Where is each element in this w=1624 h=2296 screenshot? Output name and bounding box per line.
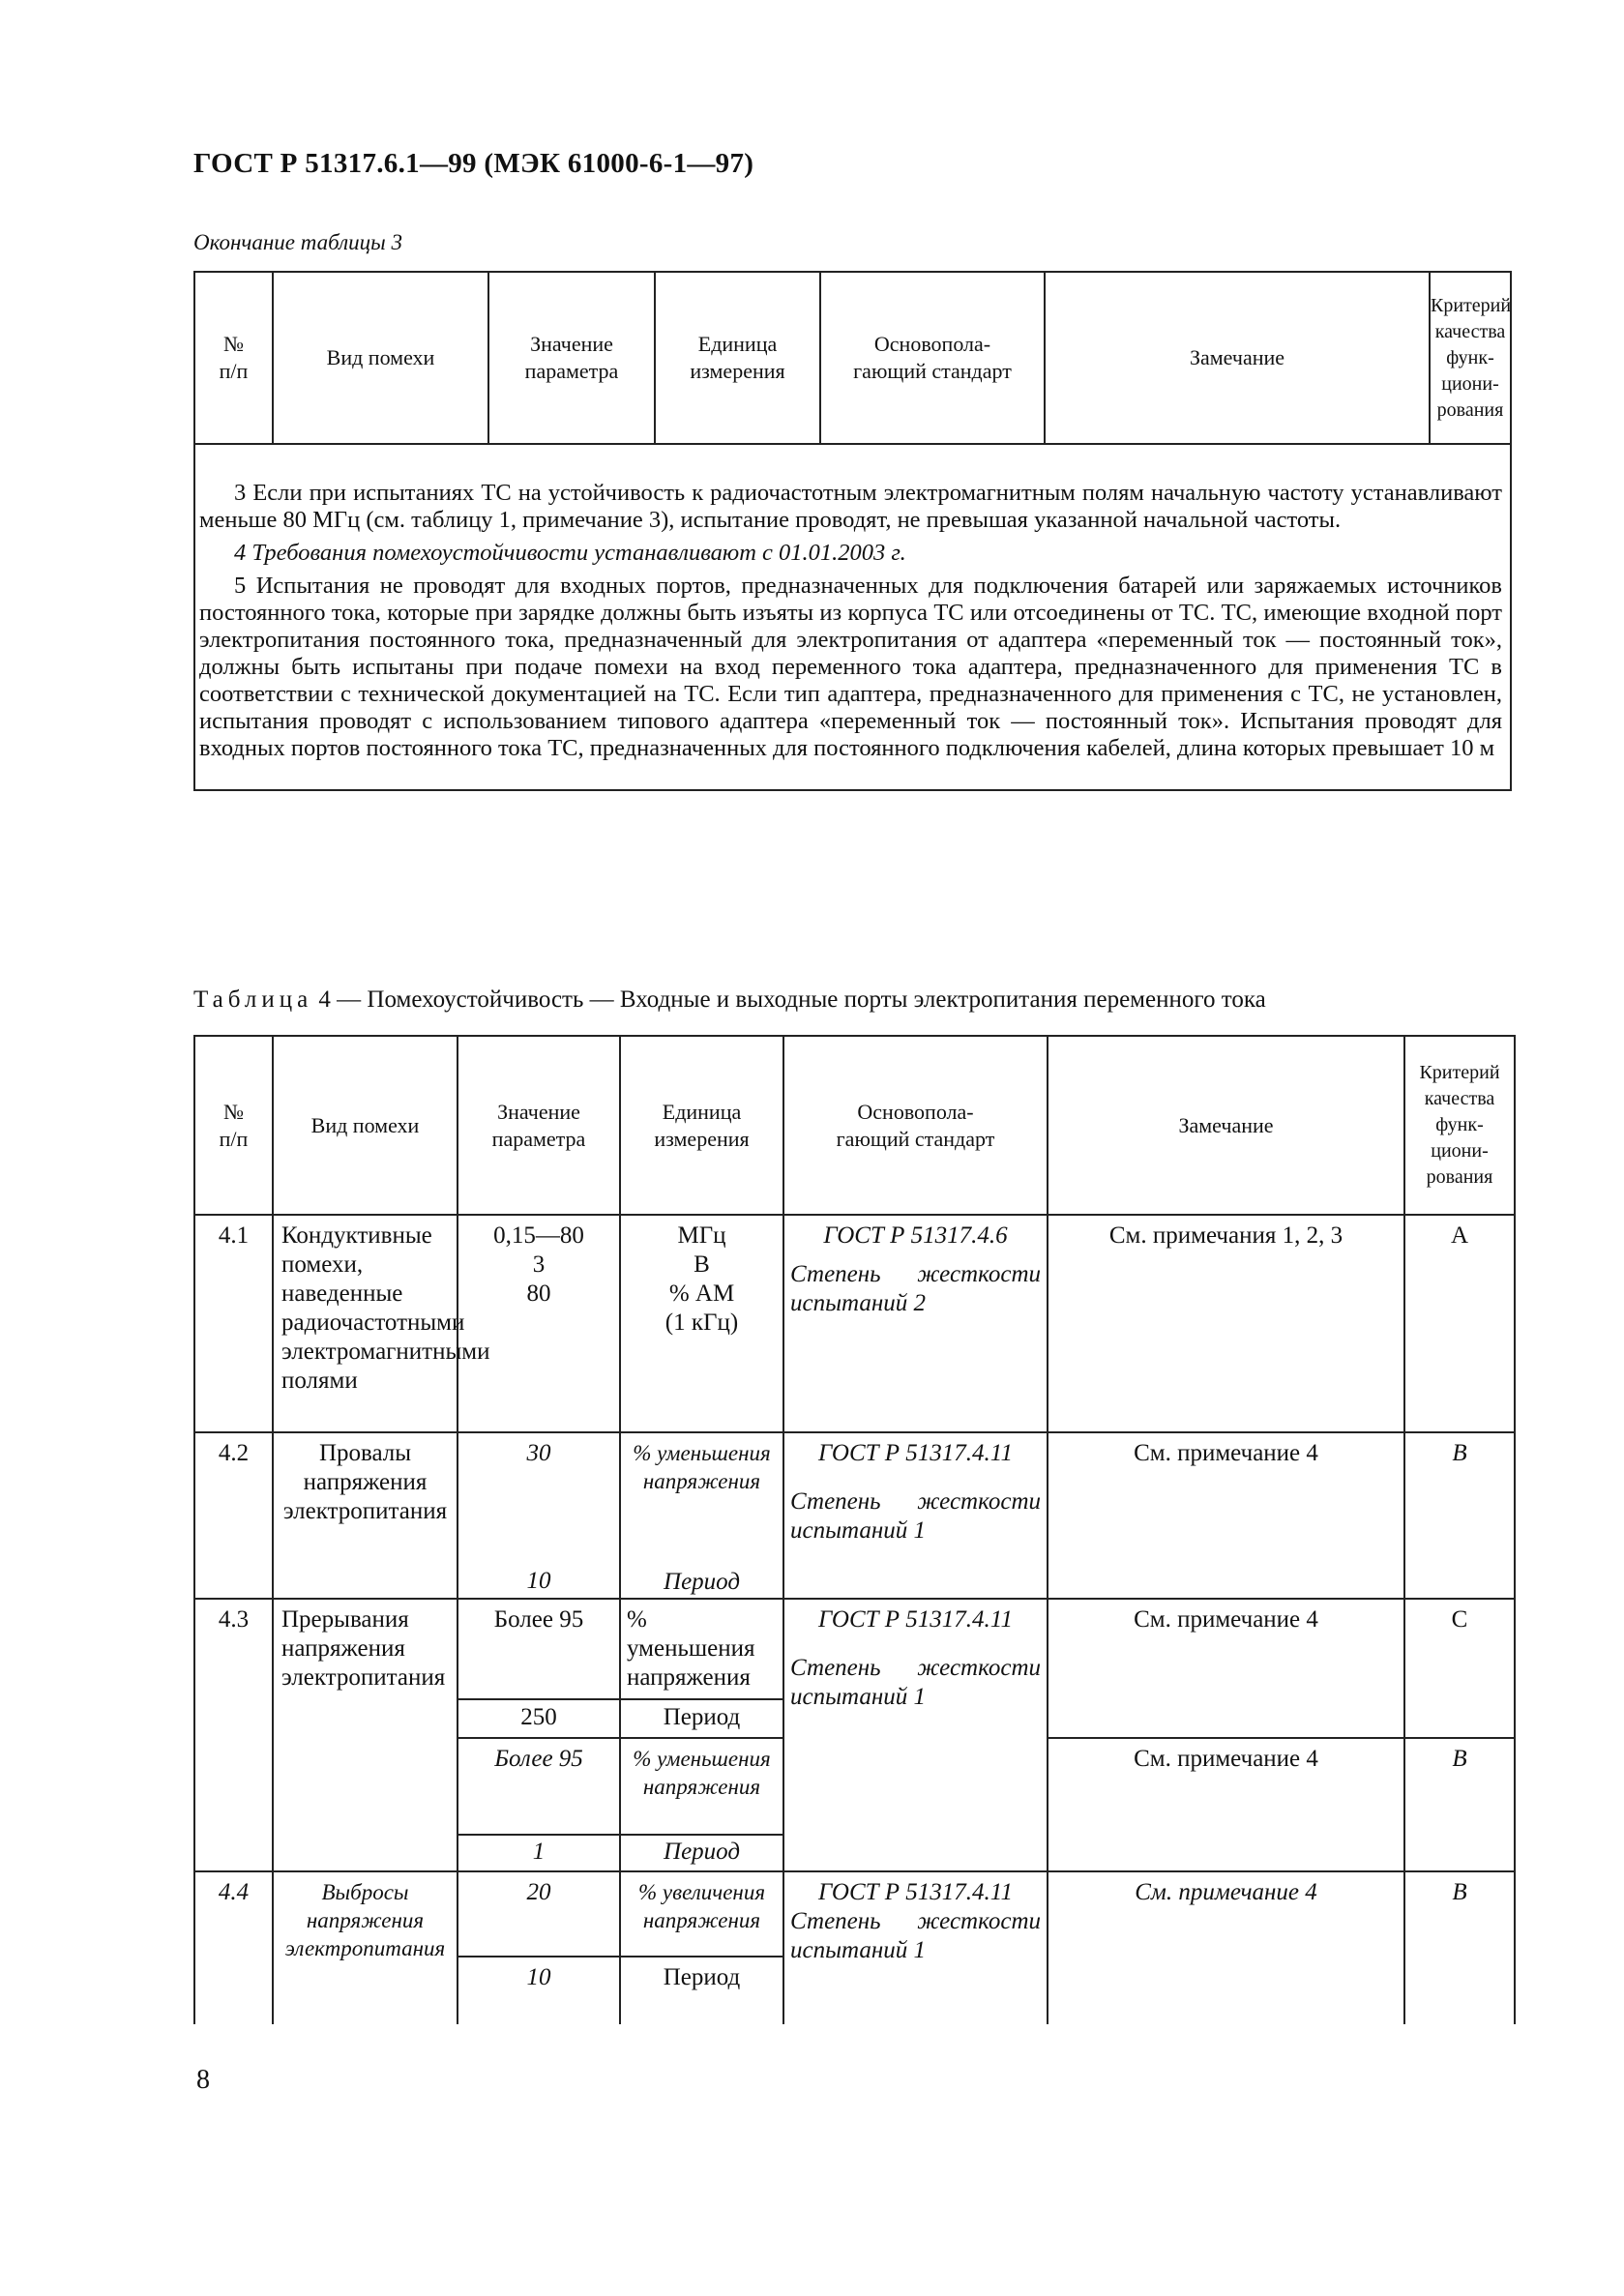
col-header-standard: Основопола- гающий стандарт [783,1036,1048,1215]
note-5: 5 Испытания не проводят для входных портов, предназначенных для подключения батарей или заряжаемых источников постоянного тока, которые при зарядке должны быть изъяты из корпуса ТС или отсоединены от ТС. ТС, имеющие входной порт электропитания постоянного тока, предназначенный для электропитания от адаптера «переменный ток — постоянный ток», должны быть испытаны при подаче помехи на вход переменного тока адаптера, предназначенного для применения ТС в соответствии с технической документацией на ТС. Если тип адаптера, предназначенного для применения с ТС, не установлен, испытания проводят с использованием типового адаптера «переменный ток — постоянный ток». Испытания проводят для входных портов постоянного тока ТС, предназначенных для постоянного подключения кабелей, длина которых превышает 10 м [199,573,1502,761]
col-header-number: № п/п [194,1036,273,1215]
col-header-criterion: Критерий качества функ- циони- рования [1404,1036,1515,1215]
standard-cell [783,1215,1048,1432]
table4 [193,1035,1516,2024]
criterion: B [1404,1871,1515,2024]
table3-continuation-caption: Окончание таблицы 3 [193,230,402,254]
remark: См. примечание 4 [1048,1738,1404,1871]
table-row [194,1432,1515,1599]
row-number: 4.4 [194,1871,273,2024]
table3-notes-row [194,444,1511,790]
unit: Период [620,1957,783,2024]
parameter-value: 80 [526,1280,551,1307]
table4-caption-number: 4 [318,986,331,1013]
row-number: 4.3 [194,1599,273,1871]
remark: См. примечание 4 [1048,1599,1404,1738]
unit: Период [664,1569,740,1595]
table3-header-row [194,272,1511,444]
parameter-value: Более 95 [458,1738,620,1835]
unit: МГц [677,1222,726,1249]
col-header-unit: Единица измерения [655,272,820,444]
table-row [194,1871,1515,1957]
parameter-value: 1 [458,1835,620,1871]
col-header-standard: Основопола- гающий стандарт [820,272,1045,444]
remark: См. примечание 4 [1048,1871,1404,2024]
page-number: 8 [196,2065,210,2095]
parameter-value: 10 [526,1568,551,1594]
standard-ref: ГОСТ Р 51317.4.6 [823,1222,1008,1249]
table-row [194,1215,1515,1432]
interference-type: Провалы напряжения электропитания [273,1432,458,1599]
col-header-type: Вид помехи [273,1036,458,1215]
unit: % уменьшения напряжения [633,1441,771,1493]
table4-caption-label: Таблица [193,986,313,1013]
unit: Период [620,1699,783,1738]
severity-level: Степень жесткости испытаний 1 [790,1488,1041,1544]
document-header: ГОСТ Р 51317.6.1—99 (МЭК 61000-6-1—97) [193,148,754,179]
parameter-values [458,1432,620,1599]
unit: Период [620,1835,783,1871]
remark: См. примечание 4 [1048,1432,1404,1599]
severity-level: Степень жесткости испытаний 2 [790,1261,1041,1316]
standard-cell [783,1871,1048,2024]
units [620,1215,783,1432]
col-header-remark: Замечание [1048,1036,1404,1215]
parameter-value: 10 [458,1957,620,2024]
parameter-value: 20 [458,1871,620,1957]
note-4: 4 Требования помехоустойчивости устанавливают с 01.01.2003 г. [234,540,906,566]
parameter-values [458,1215,620,1432]
parameter-value: 30 [526,1440,551,1466]
note-3: 3 Если при испытаниях ТС на устойчивость к радиочастотным электромагнитным полям начальную частоту устанавливают меньше 80 МГц (см. таблицу 1, примечание 3), испытание проводят, не превышая указанной начальной частоты. [199,480,1502,533]
severity-level: Степень жесткости испытаний 1 [790,1908,1041,1963]
criterion: B [1404,1738,1515,1871]
table3-notes [194,444,1511,790]
col-header-type: Вид помехи [273,272,488,444]
unit: % АМ [668,1280,735,1307]
col-header-unit: Единица измерения [620,1036,783,1215]
standard-cell [783,1599,1048,1871]
interference-type: Выбросы напряжения электропитания [273,1871,458,2024]
interference-type: Кондуктивные помехи, наведенные радиочастотными электромагнитными полями [273,1215,458,1432]
table4-caption [193,986,1266,1014]
table-row [194,1599,1515,1699]
parameter-value: Более 95 [458,1599,620,1699]
col-header-value: Значение параметра [458,1036,620,1215]
criterion: C [1404,1599,1515,1738]
standard-ref: ГОСТ Р 51317.4.11 [818,1879,1013,1905]
standard-cell [783,1432,1048,1599]
col-header-number: № п/п [194,272,273,444]
interference-type: Прерывания напряжения электропитания [273,1599,458,1871]
parameter-value: 0,15—80 [493,1222,584,1249]
table3 [193,271,1512,791]
unit: % увеличения напряжения [620,1871,783,1957]
table4-caption-text: — Помехоустойчивость — Входные и выходные порты электропитания переменного тока [337,986,1266,1013]
unit: В [694,1251,710,1278]
parameter-value: 3 [532,1251,546,1278]
unit: % уменьшения напряжения [620,1738,783,1835]
units [620,1432,783,1599]
parameter-value: 250 [458,1699,620,1738]
criterion: B [1404,1432,1515,1599]
row-number: 4.2 [194,1432,273,1599]
col-header-criterion: Критерий качества функ- циони- рования [1430,272,1511,444]
unit: (1 кГц) [664,1310,739,1336]
col-header-remark: Замечание [1045,272,1430,444]
table4-header-row [194,1036,1515,1215]
unit: % уменьшения напряжения [620,1599,783,1699]
remark: См. примечания 1, 2, 3 [1048,1215,1404,1432]
severity-level: Степень жесткости испытаний 1 [790,1655,1041,1710]
standard-ref: ГОСТ Р 51317.4.11 [818,1440,1013,1466]
criterion: A [1404,1215,1515,1432]
row-number: 4.1 [194,1215,273,1432]
col-header-value: Значение параметра [488,272,655,444]
standard-ref: ГОСТ Р 51317.4.11 [818,1606,1013,1633]
